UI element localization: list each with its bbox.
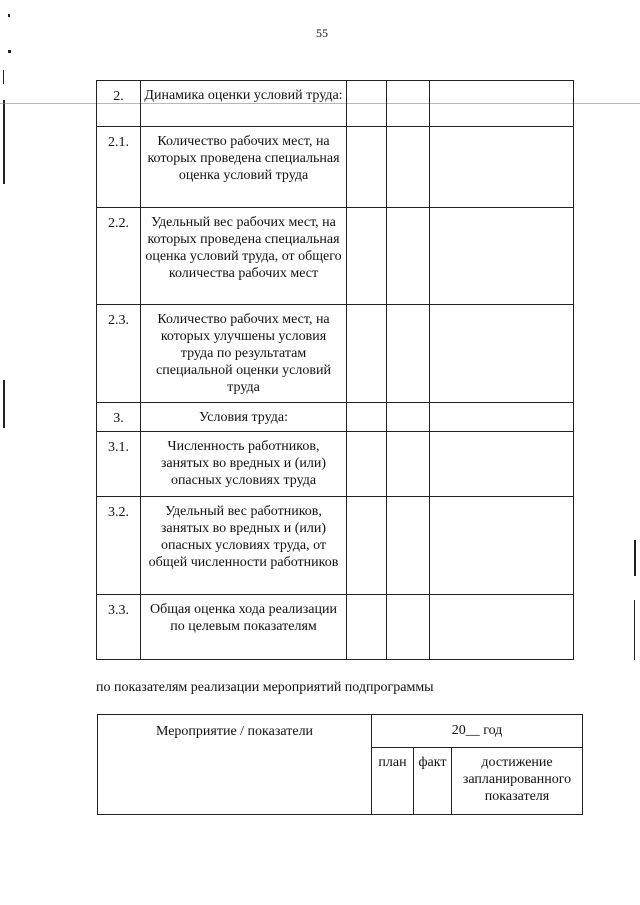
row-number: 2.2. [97, 208, 141, 305]
table-cell [387, 305, 430, 403]
activity-table [97, 714, 583, 815]
table-row [97, 208, 574, 305]
table-cell [387, 81, 430, 127]
table-cell [430, 208, 574, 305]
table-row [97, 305, 574, 403]
table-cell [430, 127, 574, 208]
achievement-header: достижение запланированного показателя [452, 747, 583, 814]
row-number: 2. [97, 81, 141, 127]
table-row [97, 403, 574, 432]
table-row [98, 715, 583, 748]
table-row [97, 595, 574, 660]
indicator-text: Общая оценка хода реализации по целевым показателям [141, 595, 347, 660]
indicators-table [96, 80, 574, 660]
indicator-text: Удельный вес рабочих мест, на которых проведена специальная оценка условий труда, от общего количества рабочих мест [141, 208, 347, 305]
table-cell [387, 595, 430, 660]
row-number: 2.3. [97, 305, 141, 403]
scan-mark [3, 100, 5, 184]
plan-header: план [372, 747, 414, 814]
scan-mark [3, 70, 4, 84]
indicator-text: Количество рабочих мест, на которых проведена специальная оценка условий труда [141, 127, 347, 208]
table-cell [430, 403, 574, 432]
table-cell [347, 497, 387, 595]
row-number: 3.1. [97, 432, 141, 497]
page-number: 55 [316, 26, 328, 40]
scan-mark [3, 380, 5, 428]
indicator-text: Условия труда: [141, 403, 347, 432]
table-cell [387, 497, 430, 595]
table-cell [387, 432, 430, 497]
table-row [97, 127, 574, 208]
scan-mark [634, 540, 636, 576]
scan-mark [634, 600, 635, 660]
table-cell [430, 432, 574, 497]
row-number: 3.2. [97, 497, 141, 595]
indicator-text: Количество рабочих мест, на которых улучшены условия труда по результатам специальной оценки условий труда [141, 305, 347, 403]
table-cell [387, 208, 430, 305]
table-cell [347, 305, 387, 403]
table-row [97, 497, 574, 595]
table-cell [347, 127, 387, 208]
table-cell [430, 305, 574, 403]
table-cell [387, 127, 430, 208]
table-cell [347, 208, 387, 305]
scan-mark [8, 50, 11, 53]
year-header: 20__ год [372, 715, 583, 748]
table-cell [387, 403, 430, 432]
row-number: 2.1. [97, 127, 141, 208]
table-cell [430, 595, 574, 660]
table-cell [347, 403, 387, 432]
table-cell [347, 81, 387, 127]
table-cell [430, 497, 574, 595]
table-cell [347, 432, 387, 497]
fact-header: факт [414, 747, 452, 814]
row-number: 3.3. [97, 595, 141, 660]
indicator-text: Удельный вес работников, занятых во вредных и (или) опасных условиях труда, от общей численности работников [141, 497, 347, 595]
section-caption: по показателям реализации мероприятий подпрограммы [96, 680, 434, 695]
indicator-text: Численность работников, занятых во вредных и (или) опасных условиях труда [141, 432, 347, 497]
activity-header: Мероприятие / показатели [98, 715, 372, 815]
table-cell [347, 595, 387, 660]
table-row [97, 432, 574, 497]
scan-mark [8, 14, 10, 17]
table-row [97, 81, 574, 127]
indicator-text: Динамика оценки условий труда: [141, 81, 347, 127]
table-cell [430, 81, 574, 127]
row-number: 3. [97, 403, 141, 432]
